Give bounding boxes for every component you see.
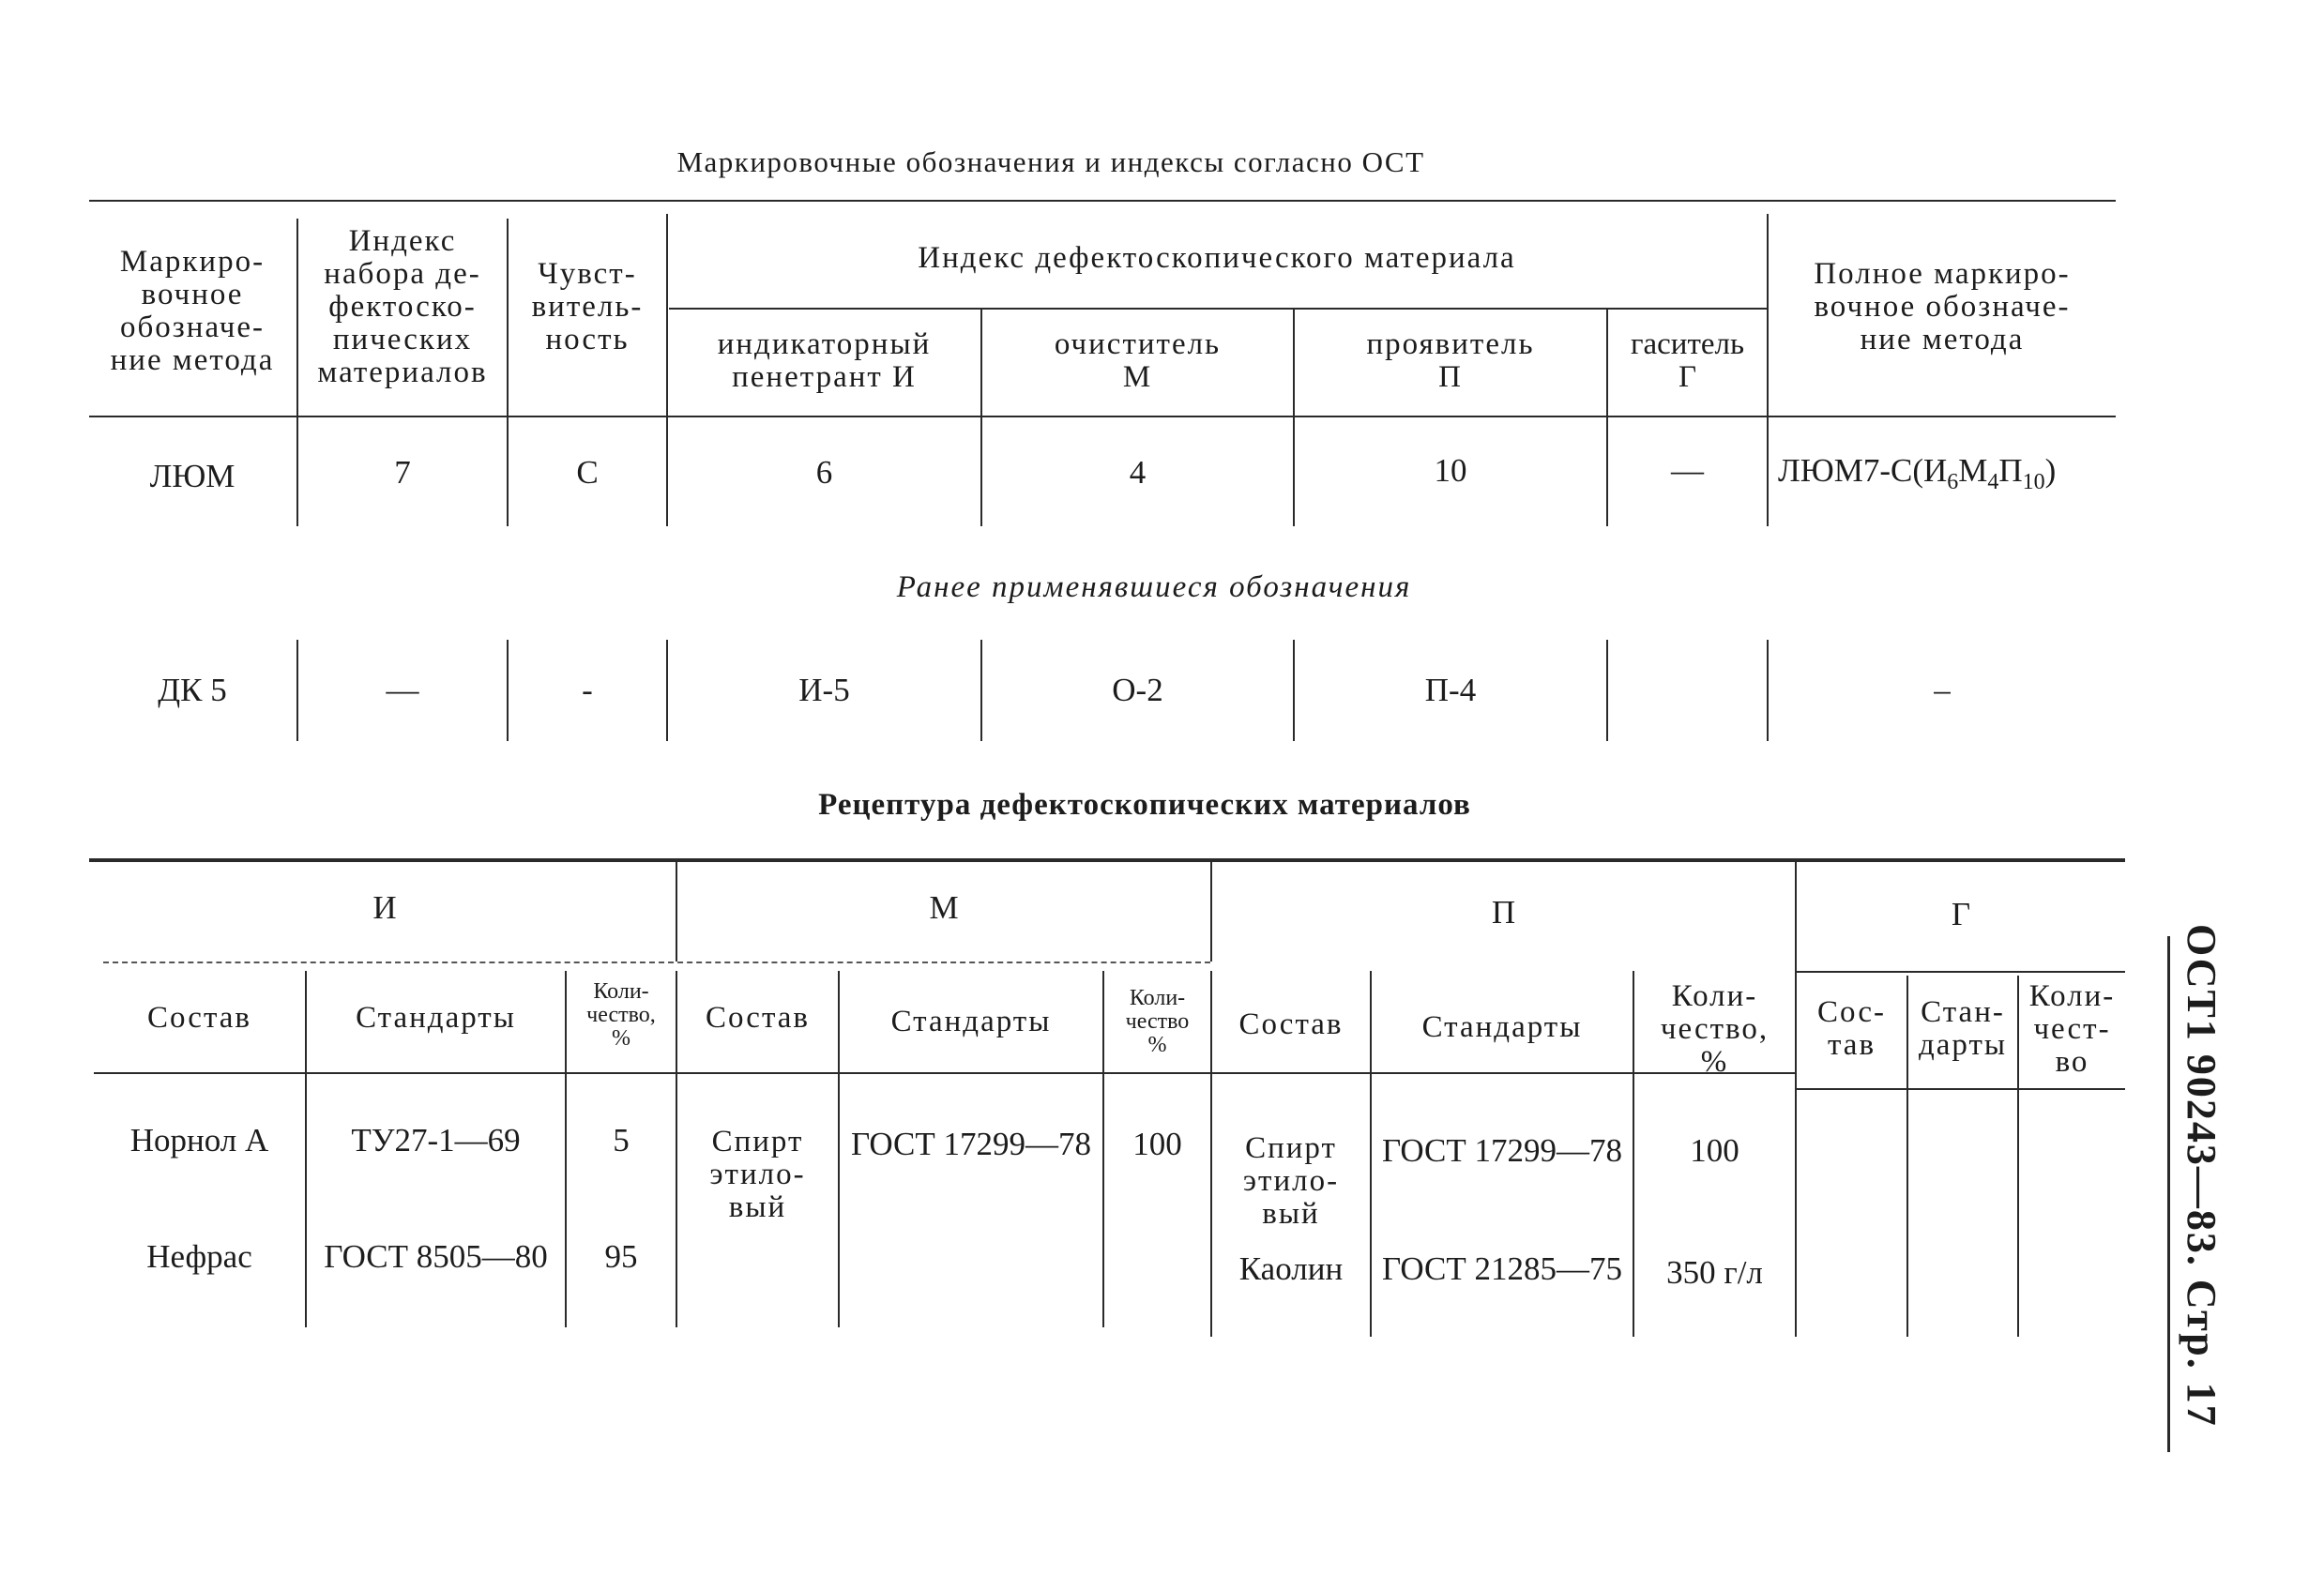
i-row-2-standard: ГОСТ 8505—80 xyxy=(324,1238,548,1275)
i-row-2-qty: 95 xyxy=(604,1238,638,1275)
m-row-1-composition: Спирт этило- вый xyxy=(709,1125,806,1224)
subheader-qty-p: Коли- чество, % xyxy=(1660,979,1770,1079)
page-label: ОСТ1 90243—83. Стр. 17 xyxy=(2179,924,2225,1428)
row-cleaner: 4 xyxy=(1129,454,1147,491)
header-sensitivity: Чувст- витель- ность xyxy=(531,257,644,356)
i-row-2-composition: Нефрас xyxy=(146,1238,252,1275)
group-i: И xyxy=(372,889,397,926)
prev-developer: П-4 xyxy=(1424,672,1477,708)
table1-subheader-rule xyxy=(669,308,1767,310)
prev-penetrant: И-5 xyxy=(798,672,850,708)
subheader-qty-i: Коли- чество, % xyxy=(586,979,656,1051)
i-row-1-composition: Норнол А xyxy=(129,1122,269,1158)
header-penetrant: индикаторный пенетрант И xyxy=(717,327,932,394)
subheader-standards-g: Стан- дарты xyxy=(1918,995,2008,1062)
table1-header-rule xyxy=(89,416,2116,417)
header-kit-index: Индекс набора де- фектоско- пических материалов xyxy=(317,224,488,389)
subheader-qty-m: Коли- чество % xyxy=(1125,986,1190,1057)
previous-designations-title: Ранее применявшиеся обозначения xyxy=(896,570,1412,604)
table2-header-rule xyxy=(94,1072,1797,1074)
prev-sensitivity: - xyxy=(582,672,593,708)
prev-cleaner: О-2 xyxy=(1112,672,1163,708)
header-material-index: Индекс дефектоскопического материала xyxy=(918,241,1516,275)
subheader-composition-g: Сос- тав xyxy=(1817,995,1886,1062)
p-row-2-composition: Каолин xyxy=(1238,1250,1344,1287)
subheader-standards-m: Стандарты xyxy=(890,1005,1052,1038)
prev-method: ДК 5 xyxy=(158,672,227,708)
header-quencher: гаситель Г xyxy=(1630,327,1745,394)
row-developer: 10 xyxy=(1434,452,1467,489)
prev-kit-index: — xyxy=(386,672,419,708)
m-row-1-standard: ГОСТ 17299—78 xyxy=(850,1126,1092,1162)
p-row-1-composition: Спирт этило- вый xyxy=(1242,1131,1340,1231)
subheader-qty-g: Коли- чест- во xyxy=(2028,979,2116,1079)
table2-header-rule-g xyxy=(1797,1088,2125,1090)
row-kit-index: 7 xyxy=(394,454,411,491)
table1-title: Маркировочные обозначения и индексы согласно ОСТ xyxy=(676,145,1425,178)
p-row-1-qty: 100 xyxy=(1690,1132,1739,1169)
group-m: М xyxy=(929,889,959,926)
i-row-1-qty: 5 xyxy=(613,1122,630,1158)
p-row-2-standard: ГОСТ 21285—75 xyxy=(1381,1250,1623,1287)
subheader-composition-m: Состав xyxy=(705,1001,811,1035)
table2-title: Рецептура дефектоскопических материалов xyxy=(818,788,1471,822)
row-method: ЛЮМ xyxy=(149,458,235,494)
row-quencher: — xyxy=(1671,452,1704,489)
row-penetrant: 6 xyxy=(815,454,833,491)
header-developer: проявитель П xyxy=(1366,327,1535,394)
table2-group-rule-dashed xyxy=(103,962,1210,963)
header-cleaner: очиститель М xyxy=(1054,327,1222,394)
group-g: Г xyxy=(1951,896,1971,932)
row-full-mark: $ЛЮМ7-С(И_6М_4П_{10})$ xyxy=(1778,452,2057,494)
t1b-col-divider xyxy=(1606,640,1608,741)
p-row-2-qty: 350 г/л xyxy=(1666,1254,1763,1291)
subheader-standards-p: Стандарты xyxy=(1421,1010,1583,1044)
group-p: П xyxy=(1491,894,1516,931)
prev-full-mark: – xyxy=(1934,672,1951,708)
p-row-1-standard: ГОСТ 17299—78 xyxy=(1381,1132,1623,1169)
subheader-standards-i: Стандарты xyxy=(356,1001,516,1035)
table2-group-rule-g xyxy=(1797,971,2125,973)
row-sensitivity: С xyxy=(576,454,599,491)
m-row-1-qty: 100 xyxy=(1132,1126,1182,1162)
header-full-mark: Полное маркиро- вочное обозначе- ние метода xyxy=(1814,257,2071,356)
header-method: Маркиро- вочное обозначе- ние метода xyxy=(110,245,275,377)
i-row-1-standard: ТУ27-1—69 xyxy=(351,1122,521,1158)
table2-top-rule xyxy=(89,858,2125,862)
table1-top-rule xyxy=(89,200,2116,202)
page-label-rule xyxy=(2167,936,2170,1452)
subheader-composition-i: Состав xyxy=(146,1001,252,1035)
subheader-composition-p: Состав xyxy=(1238,1007,1344,1041)
